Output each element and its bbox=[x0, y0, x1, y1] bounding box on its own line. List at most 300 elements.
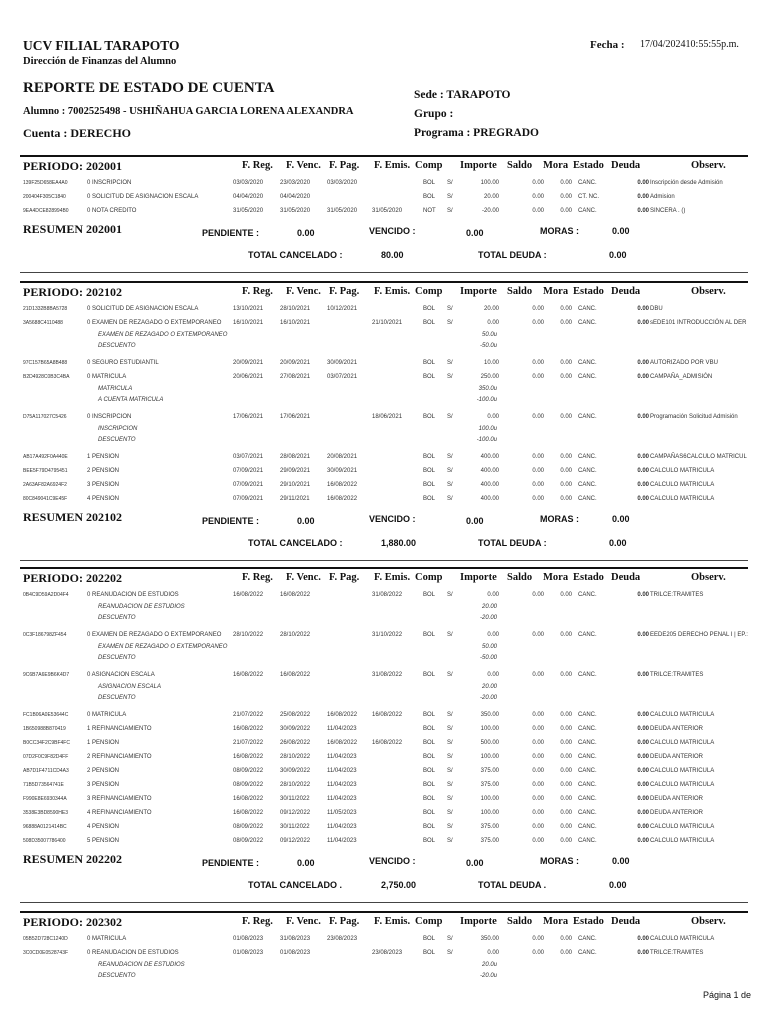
column-header: Deuda bbox=[611, 286, 641, 297]
cell-fpag: 23/08/2023 bbox=[327, 936, 358, 942]
cell-saldo: 0.00 bbox=[532, 592, 544, 598]
cell-desc: 0 INSCRIPCION bbox=[87, 414, 132, 420]
column-header: Saldo bbox=[507, 916, 533, 927]
cell-code: 07D2F0C9F82D4FF bbox=[23, 754, 69, 760]
cell-cur: S/ bbox=[447, 782, 453, 788]
deuda-value: 0.00 bbox=[609, 538, 627, 548]
cell-cur: S/ bbox=[447, 180, 453, 186]
cell-fvenc: 09/12/2022 bbox=[280, 810, 311, 816]
cell-code: 2A63AF82A6924F2 bbox=[23, 482, 67, 488]
cell-deuda: 0.00 bbox=[637, 374, 649, 380]
cell-cur: S/ bbox=[447, 414, 453, 420]
cell-fvenc: 04/04/2020 bbox=[280, 194, 311, 200]
cell-obs: DEUDA ANTERIOR bbox=[650, 726, 704, 732]
cell-fpag: 16/08/2022 bbox=[327, 740, 358, 746]
column-header: F. Venc. bbox=[286, 160, 321, 171]
cell-estado: CANC. bbox=[578, 726, 597, 732]
cancelado-label: TOTAL CANCELADO : bbox=[248, 538, 343, 548]
column-header: F. Venc. bbox=[286, 286, 321, 297]
cell-cur: S/ bbox=[447, 194, 453, 200]
cell-fvenc: 28/10/2022 bbox=[280, 754, 311, 760]
moras-label: MORAS : bbox=[540, 514, 579, 524]
cell-saldo: 0.00 bbox=[532, 208, 544, 214]
column-header: Saldo bbox=[507, 572, 533, 583]
column-header: Saldo bbox=[507, 286, 533, 297]
cell-fpag: 30/09/2021 bbox=[327, 468, 358, 474]
cell-desc: 4 PENSION bbox=[87, 496, 120, 502]
cell-code: 05B52D728C1240D bbox=[23, 936, 68, 942]
column-header: Deuda bbox=[611, 572, 641, 583]
cell-comp: BOL bbox=[423, 824, 436, 830]
period-title: PERIODO: 202102 bbox=[23, 285, 122, 299]
period-title: PERIODO: 202302 bbox=[23, 915, 122, 929]
cell-desc: 0 REANUDACION DE ESTUDIOS bbox=[87, 592, 179, 598]
cell-fpag: 16/08/2022 bbox=[327, 712, 358, 718]
cell-mora: 0.00 bbox=[560, 374, 572, 380]
cell-desc: 0 INSCRIPCION bbox=[87, 180, 132, 186]
cell-freg: 16/10/2021 bbox=[233, 320, 264, 326]
cell-freg: 28/10/2022 bbox=[233, 632, 264, 638]
cell-fvenc: 28/10/2022 bbox=[280, 632, 311, 638]
column-header: F. Reg. bbox=[242, 916, 273, 927]
column-header: F. Pag. bbox=[329, 160, 360, 171]
column-header: F. Reg. bbox=[242, 160, 273, 171]
cell-estado: CANC. bbox=[578, 592, 597, 598]
cell-deuda: 0.00 bbox=[637, 454, 649, 460]
cell-importe: 0.00 bbox=[487, 320, 499, 326]
cell-code: 3C0CD0E0528743F bbox=[23, 950, 69, 956]
column-header: Importe bbox=[460, 286, 497, 297]
cell-estado: CANC. bbox=[578, 482, 597, 488]
cell-freg: 17/06/2021 bbox=[233, 414, 264, 420]
cell-saldo: 0.00 bbox=[532, 936, 544, 942]
cell-cur: S/ bbox=[447, 838, 453, 844]
vencido-value: 0.00 bbox=[466, 516, 484, 526]
cell-importe: 100.00 bbox=[480, 754, 499, 760]
cell-comp: BOL bbox=[423, 320, 436, 326]
cell-deuda: 0.00 bbox=[637, 672, 649, 678]
cell-mora: 0.00 bbox=[560, 810, 572, 816]
cell-importe: 350.00 bbox=[480, 936, 499, 942]
moras-value: 0.00 bbox=[612, 226, 630, 236]
cell-estado: CANC. bbox=[578, 414, 597, 420]
cell-freg: 16/08/2022 bbox=[233, 754, 264, 760]
sub-line-label: MATRICULA bbox=[98, 386, 133, 392]
cell-fpag: 30/09/2021 bbox=[327, 360, 358, 366]
cell-desc: 2 REFINANCIAMIENTO bbox=[87, 754, 152, 760]
cell-cur: S/ bbox=[447, 672, 453, 678]
cell-importe: 10.00 bbox=[483, 360, 499, 366]
cell-obs: CALCULO MATRICULA bbox=[650, 936, 715, 942]
cell-saldo: 0.00 bbox=[532, 482, 544, 488]
cell-estado: CANC. bbox=[578, 374, 597, 380]
deuda-value: 0.00 bbox=[609, 880, 627, 890]
table-row bbox=[0, 360, 768, 372]
cell-desc: 3 PENSION bbox=[87, 782, 120, 788]
cell-importe: 375.00 bbox=[480, 768, 499, 774]
cell-desc: 0 SOLICITUD DE ASIGNACION ESCALA bbox=[87, 194, 199, 200]
cell-comp: BOL bbox=[423, 810, 436, 816]
cell-cur: S/ bbox=[447, 810, 453, 816]
cell-saldo: 0.00 bbox=[532, 810, 544, 816]
student-info: Alumno : 7002525498 - USHIÑAHUA GARCIA LORENA ALEXANDRA bbox=[23, 106, 354, 117]
cell-cur: S/ bbox=[447, 824, 453, 830]
cell-fpag: 10/12/2021 bbox=[327, 306, 358, 312]
cell-importe: 400.00 bbox=[480, 496, 499, 502]
cell-freg: 13/10/2021 bbox=[233, 306, 264, 312]
cancelado-label: TOTAL CANCELADO . bbox=[248, 880, 342, 890]
table-row bbox=[0, 810, 768, 822]
sub-line-label: DESCUENTO bbox=[98, 437, 136, 443]
moras-value: 0.00 bbox=[612, 856, 630, 866]
cell-deuda: 0.00 bbox=[637, 824, 649, 830]
table-row bbox=[0, 726, 768, 738]
table-row bbox=[0, 824, 768, 836]
cell-importe: 0.00 bbox=[487, 414, 499, 420]
cell-desc: 4 PENSION bbox=[87, 824, 120, 830]
cell-importe: 100.00 bbox=[480, 810, 499, 816]
cell-saldo: 0.00 bbox=[532, 496, 544, 502]
cell-fvenc: 16/10/2021 bbox=[280, 320, 311, 326]
cell-obs: CALCULO MATRICULA bbox=[650, 496, 715, 502]
cell-obs: DBU bbox=[650, 306, 663, 312]
cell-estado: CANC. bbox=[578, 740, 597, 746]
column-header: Estado bbox=[573, 160, 604, 171]
cell-mora: 0.00 bbox=[560, 496, 572, 502]
cell-fvenc: 30/09/2022 bbox=[280, 726, 311, 732]
cell-comp: BOL bbox=[423, 194, 436, 200]
sub-line-label: A CUENTA MATRICULA bbox=[98, 397, 164, 403]
cell-cur: S/ bbox=[447, 712, 453, 718]
cell-estado: CANC. bbox=[578, 208, 597, 214]
cell-fpag: 16/08/2022 bbox=[327, 482, 358, 488]
period-header bbox=[20, 567, 748, 587]
column-header: Observ. bbox=[691, 572, 726, 583]
cell-freg: 16/08/2022 bbox=[233, 810, 264, 816]
cell-deuda: 0.00 bbox=[637, 496, 649, 502]
cell-deuda: 0.00 bbox=[637, 740, 649, 746]
cell-obs: CALCULO MATRICULA bbox=[650, 768, 715, 774]
table-row bbox=[0, 796, 768, 808]
cell-comp: BOL bbox=[423, 838, 436, 844]
cell-fpag: 16/08/2022 bbox=[327, 496, 358, 502]
cell-estado: CANC. bbox=[578, 754, 597, 760]
cell-mora: 0.00 bbox=[560, 936, 572, 942]
cell-comp: BOL bbox=[423, 414, 436, 420]
cell-deuda: 0.00 bbox=[637, 468, 649, 474]
cell-obs: EEDE205 DERECHO PENAL I | EP.: bbox=[650, 632, 748, 638]
cell-deuda: 0.00 bbox=[637, 320, 649, 326]
cell-code: 9EA4DCE828994B0 bbox=[23, 208, 69, 214]
sub-line-amount: -20.0u bbox=[479, 973, 497, 979]
cell-freg: 16/08/2022 bbox=[233, 672, 264, 678]
table-row bbox=[0, 838, 768, 850]
cell-saldo: 0.00 bbox=[532, 838, 544, 844]
table-row bbox=[0, 632, 768, 644]
table-row bbox=[0, 468, 768, 480]
pendiente-label: PENDIENTE : bbox=[202, 858, 260, 868]
vencido-label: VENCIDO : bbox=[369, 856, 416, 866]
cell-femis: 31/05/2020 bbox=[372, 208, 403, 214]
table-row bbox=[0, 482, 768, 494]
cell-deuda: 0.00 bbox=[637, 810, 649, 816]
cell-obs: sEDE101 INTRODUCCIÓN AL DER bbox=[650, 320, 747, 326]
section-divider bbox=[20, 272, 748, 273]
cell-comp: BOL bbox=[423, 782, 436, 788]
cell-freg: 03/07/2021 bbox=[233, 454, 264, 460]
cell-comp: BOL bbox=[423, 768, 436, 774]
cell-saldo: 0.00 bbox=[532, 194, 544, 200]
cell-fpag: 11/05/2023 bbox=[327, 810, 357, 816]
program-info: Programa : PREGRADO bbox=[414, 127, 539, 139]
period-header bbox=[20, 155, 748, 175]
cell-estado: CANC. bbox=[578, 632, 597, 638]
cell-comp: BOL bbox=[423, 950, 436, 956]
vencido-label: VENCIDO : bbox=[369, 514, 416, 524]
moras-value: 0.00 bbox=[612, 514, 630, 524]
cell-estado: CANC. bbox=[578, 824, 597, 830]
summary-title: RESUMEN 202001 bbox=[23, 222, 123, 236]
column-header: F. Emis. bbox=[374, 286, 411, 297]
column-header: Mora bbox=[543, 160, 569, 171]
cell-deuda: 0.00 bbox=[637, 592, 649, 598]
cell-desc: 0 EXAMEN DE REZAGADO O EXTEMPORANEO bbox=[87, 632, 222, 638]
cell-importe: 375.00 bbox=[480, 782, 499, 788]
cell-code: 80C849041C9E45F bbox=[23, 496, 68, 502]
cell-comp: BOL bbox=[423, 672, 436, 678]
cell-saldo: 0.00 bbox=[532, 768, 544, 774]
date-value: 17/04/202410:55:55p.m. bbox=[640, 39, 739, 50]
period-summary bbox=[0, 854, 768, 902]
column-header: Importe bbox=[460, 572, 497, 583]
column-header: Comp bbox=[415, 160, 443, 171]
cell-saldo: 0.00 bbox=[532, 454, 544, 460]
cell-comp: BOL bbox=[423, 180, 436, 186]
pendiente-label: PENDIENTE : bbox=[202, 228, 260, 238]
sub-line-amount: -100.0u bbox=[476, 397, 497, 403]
section-divider bbox=[20, 560, 748, 561]
sub-line-label: DESCUENTO bbox=[98, 695, 136, 701]
cell-mora: 0.00 bbox=[560, 782, 572, 788]
table-row bbox=[0, 374, 768, 386]
cell-mora: 0.00 bbox=[560, 632, 572, 638]
cell-fpag: 31/05/2020 bbox=[327, 208, 358, 214]
cell-saldo: 0.00 bbox=[532, 796, 544, 802]
cell-saldo: 0.00 bbox=[532, 320, 544, 326]
cell-mora: 0.00 bbox=[560, 360, 572, 366]
page-number: Página 1 de bbox=[703, 990, 752, 1000]
column-header: Mora bbox=[543, 916, 569, 927]
cell-estado: CANC. bbox=[578, 838, 597, 844]
cell-estado: CANC. bbox=[578, 950, 597, 956]
cell-cur: S/ bbox=[447, 592, 453, 598]
sub-line-amount: 350.0u bbox=[478, 386, 497, 392]
department-name: Dirección de Finanzas del Alumno bbox=[23, 56, 177, 67]
cell-estado: CANC. bbox=[578, 180, 597, 186]
cancelado-value: 2,750.00 bbox=[381, 880, 417, 890]
cell-femis: 31/08/2022 bbox=[372, 672, 403, 678]
column-header: Estado bbox=[573, 286, 604, 297]
cell-freg: 20/06/2021 bbox=[233, 374, 264, 380]
cell-saldo: 0.00 bbox=[532, 672, 544, 678]
cell-importe: 500.00 bbox=[480, 740, 499, 746]
cell-cur: S/ bbox=[447, 754, 453, 760]
cell-obs: Inscripción desde Admisión bbox=[650, 180, 723, 186]
cell-estado: CANC. bbox=[578, 936, 597, 942]
cell-estado: CANC. bbox=[578, 496, 597, 502]
cell-deuda: 0.00 bbox=[637, 632, 649, 638]
table-row bbox=[0, 754, 768, 766]
campus-info: Sede : TARAPOTO bbox=[414, 89, 511, 101]
cell-desc: 0 MATRICULA bbox=[87, 374, 127, 380]
cell-obs: CALCULO MATRICULA bbox=[650, 782, 715, 788]
cell-code: F990E8E6930344A bbox=[23, 796, 67, 802]
cell-estado: CANC. bbox=[578, 454, 597, 460]
column-header: F. Emis. bbox=[374, 160, 411, 171]
cell-obs: DEUDA ANTERIOR bbox=[650, 796, 704, 802]
cell-code: 21D1332B8BA5728 bbox=[23, 306, 68, 312]
cell-code: BEE5F79D4795451 bbox=[23, 468, 68, 474]
cell-deuda: 0.00 bbox=[637, 782, 649, 788]
cell-cur: S/ bbox=[447, 468, 453, 474]
cell-femis: 18/06/2021 bbox=[372, 414, 403, 420]
cell-comp: BOL bbox=[423, 796, 436, 802]
cell-mora: 0.00 bbox=[560, 320, 572, 326]
column-header: F. Pag. bbox=[329, 916, 360, 927]
period-title: PERIODO: 202202 bbox=[23, 571, 122, 585]
cell-importe: 375.00 bbox=[480, 838, 499, 844]
cell-obs: CALCULO MATRICULA bbox=[650, 482, 715, 488]
cell-desc: 0 NOTA CREDITO bbox=[87, 208, 137, 214]
cell-code: 200404F305C1840 bbox=[23, 194, 66, 200]
cell-code: AB7D1F4711CD4A3 bbox=[23, 768, 69, 774]
cell-fpag: 11/04/2023 bbox=[327, 768, 357, 774]
cell-mora: 0.00 bbox=[560, 824, 572, 830]
cell-fpag: 11/04/2023 bbox=[327, 754, 357, 760]
period-header bbox=[20, 911, 748, 931]
cell-cur: S/ bbox=[447, 208, 453, 214]
cell-mora: 0.00 bbox=[560, 468, 572, 474]
cell-obs: TRILCE:TRAMITES bbox=[650, 950, 704, 956]
sub-line-label: DESCUENTO bbox=[98, 973, 136, 979]
cell-fpag: 03/03/2020 bbox=[327, 180, 358, 186]
cell-mora: 0.00 bbox=[560, 768, 572, 774]
cell-fvenc: 17/06/2021 bbox=[280, 414, 311, 420]
cell-comp: BOL bbox=[423, 306, 436, 312]
cell-deuda: 0.00 bbox=[637, 194, 649, 200]
cell-obs: CAMPAÑAS6CALCULO MATRICUL bbox=[650, 454, 747, 460]
cell-fvenc: 28/10/2021 bbox=[280, 306, 311, 312]
cell-mora: 0.00 bbox=[560, 414, 572, 420]
column-header: Mora bbox=[543, 572, 569, 583]
cell-deuda: 0.00 bbox=[637, 180, 649, 186]
cell-estado: CANC. bbox=[578, 672, 597, 678]
sub-line-amount: 20.0u bbox=[481, 962, 497, 968]
cell-freg: 08/09/2022 bbox=[233, 782, 264, 788]
column-header: F. Reg. bbox=[242, 572, 273, 583]
period-title: PERIODO: 202001 bbox=[23, 159, 122, 173]
cell-mora: 0.00 bbox=[560, 194, 572, 200]
cell-saldo: 0.00 bbox=[532, 180, 544, 186]
cell-fvenc: 09/12/2022 bbox=[280, 838, 311, 844]
moras-label: MORAS : bbox=[540, 856, 579, 866]
table-row bbox=[0, 712, 768, 724]
cell-estado: CANC. bbox=[578, 468, 597, 474]
cell-mora: 0.00 bbox=[560, 180, 572, 186]
cell-fvenc: 20/09/2021 bbox=[280, 360, 311, 366]
cell-fvenc: 16/08/2022 bbox=[280, 672, 311, 678]
cell-fpag: 03/07/2021 bbox=[327, 374, 358, 380]
cell-saldo: 0.00 bbox=[532, 712, 544, 718]
cell-estado: CT. NC. bbox=[578, 194, 599, 200]
cell-desc: 0 EXAMEN DE REZAGADO O EXTEMPORANEO bbox=[87, 320, 222, 326]
column-header: Saldo bbox=[507, 160, 533, 171]
sub-line-amount: 20.00 bbox=[481, 684, 497, 690]
cell-fvenc: 16/08/2022 bbox=[280, 592, 311, 598]
cell-importe: 375.00 bbox=[480, 824, 499, 830]
table-row bbox=[0, 454, 768, 466]
cell-cur: S/ bbox=[447, 936, 453, 942]
table-row bbox=[0, 592, 768, 604]
column-header: Estado bbox=[573, 572, 604, 583]
sub-line-amount: 50.0u bbox=[481, 332, 497, 338]
cell-importe: 0.00 bbox=[487, 632, 499, 638]
cell-fvenc: 26/08/2022 bbox=[280, 740, 311, 746]
cell-obs: CALCULO MATRICULA bbox=[650, 824, 715, 830]
cell-estado: CANC. bbox=[578, 320, 597, 326]
report-title: REPORTE DE ESTADO DE CUENTA bbox=[23, 80, 275, 96]
cell-cur: S/ bbox=[447, 306, 453, 312]
cell-freg: 20/09/2021 bbox=[233, 360, 264, 366]
cell-obs: CALCULO MATRICULA bbox=[650, 838, 715, 844]
sub-line-amount: -20.00 bbox=[479, 615, 497, 621]
column-header: Deuda bbox=[611, 916, 641, 927]
cell-mora: 0.00 bbox=[560, 592, 572, 598]
group-info: Grupo : bbox=[414, 108, 454, 120]
cell-mora: 0.00 bbox=[560, 796, 572, 802]
column-header: Observ. bbox=[691, 916, 726, 927]
column-header: Comp bbox=[415, 916, 443, 927]
column-header: F. Emis. bbox=[374, 916, 411, 927]
pendiente-label: PENDIENTE : bbox=[202, 516, 260, 526]
cell-code: 3538E3BD8590HE3 bbox=[23, 810, 69, 816]
cell-freg: 16/08/2022 bbox=[233, 592, 264, 598]
cell-saldo: 0.00 bbox=[532, 754, 544, 760]
cell-comp: BOL bbox=[423, 592, 436, 598]
column-header: F. Pag. bbox=[329, 572, 360, 583]
cell-code: 71B5D73564741E bbox=[23, 782, 64, 788]
cell-cur: S/ bbox=[447, 768, 453, 774]
cell-desc: 3 PENSION bbox=[87, 482, 120, 488]
cell-code: 508D35007786400 bbox=[23, 838, 66, 844]
cell-fvenc: 23/03/2020 bbox=[280, 180, 311, 186]
cell-obs: TRILCE:TRAMITES bbox=[650, 672, 704, 678]
cell-obs: DEUDA ANTERIOR bbox=[650, 754, 704, 760]
column-header: Comp bbox=[415, 286, 443, 297]
cell-freg: 16/08/2022 bbox=[233, 796, 264, 802]
cell-importe: 0.00 bbox=[487, 592, 499, 598]
table-row bbox=[0, 306, 768, 318]
vencido-value: 0.00 bbox=[466, 228, 484, 238]
column-header: Importe bbox=[460, 916, 497, 927]
cell-femis: 31/08/2022 bbox=[372, 592, 403, 598]
cell-mora: 0.00 bbox=[560, 306, 572, 312]
cell-saldo: 0.00 bbox=[532, 740, 544, 746]
cell-freg: 03/03/2020 bbox=[233, 180, 264, 186]
cell-comp: BOL bbox=[423, 632, 436, 638]
cell-obs: AUTORIZADO POR VBU bbox=[650, 360, 718, 366]
moras-label: MORAS : bbox=[540, 226, 579, 236]
